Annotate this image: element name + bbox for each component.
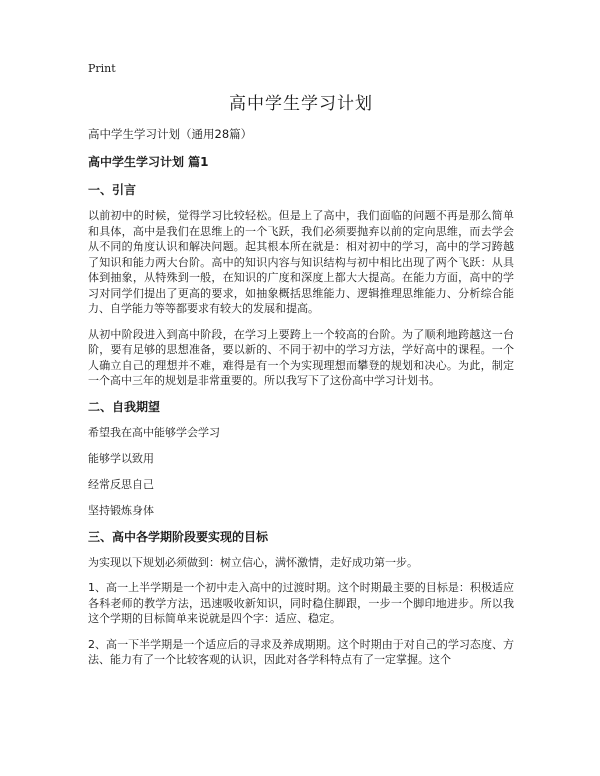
paragraph: 以前初中的时候，觉得学习比较轻松。但是上了高中，我们面临的问题不再是那么简单和具体，高中是我们在思维上的一个飞跃，我们必须要抛弃以前的定向思维，而去学会从不同的角度认识和解决问题。起其根本所在就是：相对初中的学习，高中的学习跨越了知识和能力两大台阶。高中的知识内容与知识结构与初中相比出现了两个飞跃：从具体到抽象，从特殊到一般，在知识的广度和深度上都大大提高。在能力方面，高中的学习对同学们提出了更高的要求，如抽象概括思维能力、逻辑推理思维能力、分析综合能力、自学能力等等都要求有较大的发展和提高。 — [88, 209, 514, 315]
expectation-item: 能够学以致用 — [88, 451, 154, 465]
section-heading-semester-goals: 三、高中各学期阶段要实现的目标 — [88, 529, 269, 544]
document-title: 高中学生学习计划 — [229, 94, 373, 114]
paragraph: 1、高一上半学期是一个初中走入高中的过渡时期。这个时期最主要的目标是：积极适应各科老师的教学方法，迅速吸收新知识，同时稳住脚跟，一步一个脚印地进步。所以我这个学期的目标简单来说就是四个字：适应、稳定。 — [88, 581, 514, 625]
section-heading-introduction: 一、引言 — [88, 183, 137, 197]
expectation-item: 希望我在高中能够学会学习 — [88, 425, 220, 439]
article-heading: 高中学生学习计划 篇1 — [88, 155, 209, 169]
document-subtitle: 高中学生学习计划（通用28篇） — [88, 127, 253, 141]
paragraph: 2、高一下半学期是一个适应后的寻求及养成期期。这个时期由于对自己的学习态度、方法、能力有了一个比较客观的认识，因此对各学科特点有了一定掌握。这个 — [88, 637, 514, 666]
print-link[interactable]: Print — [88, 62, 116, 75]
expectation-item: 经常反思自己 — [88, 477, 154, 491]
document-page — [88, 62, 514, 678]
expectation-item: 坚持锻炼身体 — [88, 503, 154, 517]
paragraph: 为实现以下规划必须做到：树立信心，满怀激情，走好成功第一步。 — [88, 555, 418, 569]
paragraph: 从初中阶段进入到高中阶段，在学习上要跨上一个较高的台阶。为了顺利地跨越这一台阶，要有足够的思想准备，要以新的、不同于初中的学习方法，学好高中的课程。一个人确立自己的理想并不难，难得是有一个为实现理想而攀登的规划和决心。为此，制定一个高中三年的规划是非常重要的。所以我写下了这份高中学习计划书。 — [88, 327, 514, 387]
section-heading-self-expectation: 二、自我期望 — [88, 399, 161, 414]
